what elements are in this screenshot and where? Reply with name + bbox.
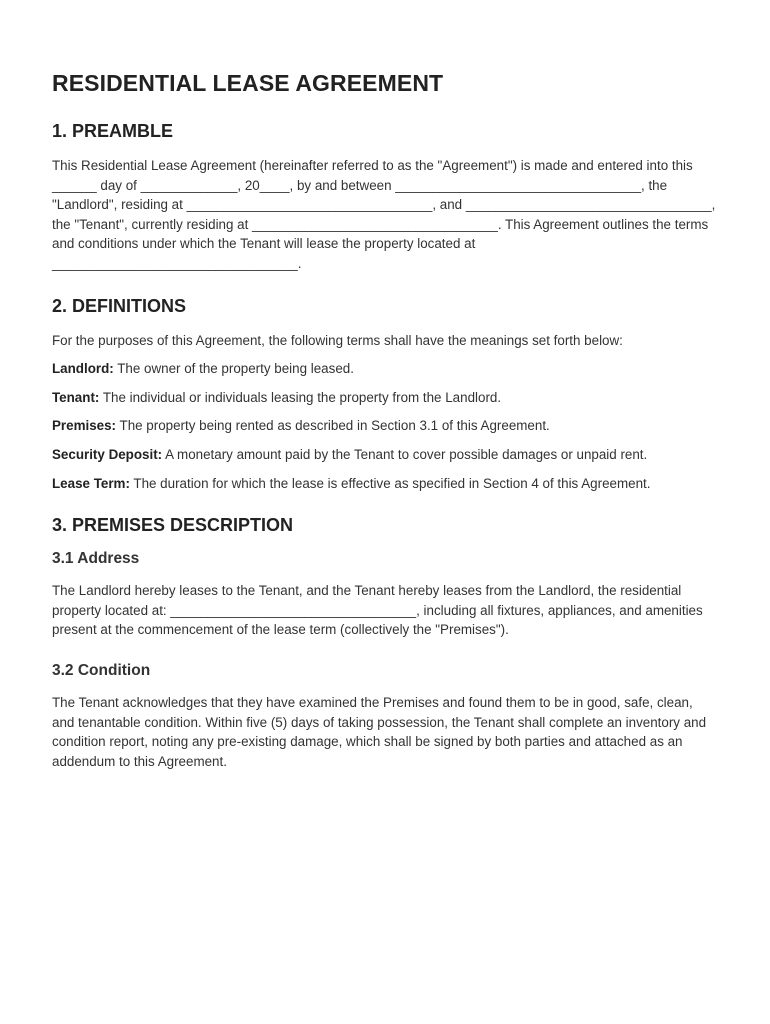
definition-item — [52, 445, 718, 465]
subsection-heading: 3.1 Address — [52, 550, 140, 568]
section-premises — [52, 515, 718, 771]
subsection-condition — [52, 662, 718, 771]
definition-item — [52, 359, 718, 379]
subsection-heading: 3.2 Condition — [52, 661, 151, 679]
definition-term: Landlord: — [52, 361, 114, 377]
definition-term: Tenant: — [52, 389, 100, 405]
section-heading: 1. PREAMBLE — [52, 121, 174, 141]
definition-term: Premises: — [52, 418, 117, 434]
section-heading: 3. PREMISES DESCRIPTION — [52, 515, 294, 536]
definitions-intro: For the purposes of this Agreement, the following terms shall have the meanings set forth below: — [52, 332, 623, 348]
section-preamble — [52, 121, 718, 274]
section-heading: 2. DEFINITIONS — [52, 295, 187, 316]
definition-text: The owner of the property being leased. — [113, 361, 354, 377]
condition-text: The Tenant acknowledges that they have examined the Premises and found them to be in good, safe, clean, and tenantable condition. Within five (5) days of taking possession, the Tenant shall complete an inventory and condition report, noting any pre-existing damage, which shall be signed by both parties and attached as an addendum to this Agreement. — [52, 694, 707, 769]
definition-item — [52, 388, 718, 408]
subsection-address — [52, 550, 718, 640]
definition-text: The duration for which the lease is effective as specified in Section 4 of this Agreement. — [129, 475, 651, 491]
definition-item — [52, 474, 718, 494]
address-text: The Landlord hereby leases to the Tenant, and the Tenant hereby leases from the Landlord, the residential property located at: _________________________________, including all fixtures, appliances, and amenities present at the commencement of the lease term (collectively the "Premises"). — [52, 583, 703, 638]
definition-term: Lease Term: — [52, 475, 130, 491]
preamble-text: This Residential Lease Agreement (hereinafter referred to as the "Agreement") is made and entered into this ______ day of _____________, 20____, by and between _________________________________, the "Landlord", residing at _________________________________, and _________________________________, the "Tenant", currently residing at _________________________________. This Agreement outlines the terms and conditions under which the Tenant will lease the property located at _________________________________. — [52, 158, 716, 271]
definition-item — [52, 416, 718, 436]
definition-text: The individual or individuals leasing the property from the Landlord. — [99, 389, 502, 405]
definition-term: Security Deposit: — [52, 446, 163, 462]
document-title: RESIDENTIAL LEASE AGREEMENT — [52, 70, 444, 96]
definition-text: A monetary amount paid by the Tenant to cover possible damages or unpaid rent. — [162, 446, 648, 462]
section-definitions — [52, 296, 718, 494]
definition-text: The property being rented as described in Section 3.1 of this Agreement. — [116, 418, 550, 434]
